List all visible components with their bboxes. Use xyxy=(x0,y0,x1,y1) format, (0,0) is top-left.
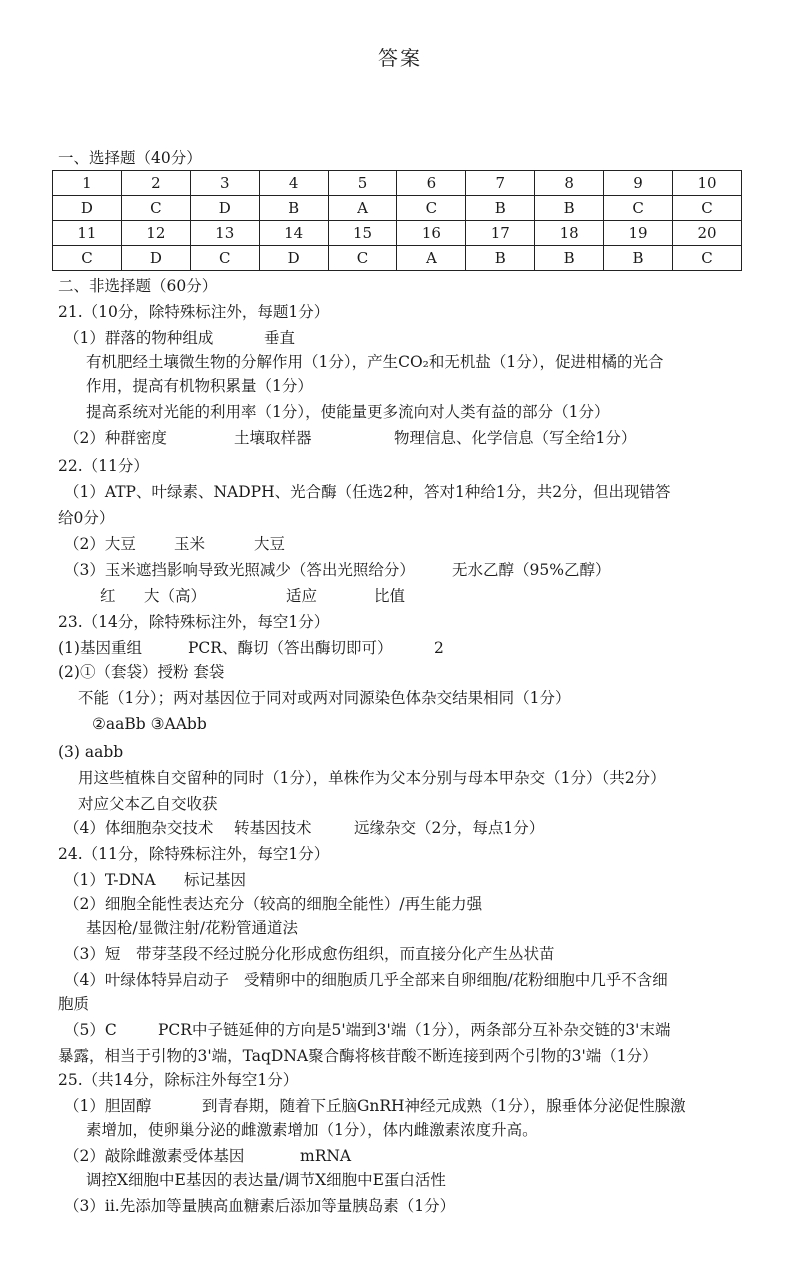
question-number-cell: 7 xyxy=(466,171,535,196)
answer-line: （4）体细胞杂交技术 xyxy=(64,819,214,837)
answer-line: 物理信息、化学信息（写全给1分） xyxy=(394,429,637,447)
answer-line: (2)①（套袋）授粉 套袋 xyxy=(58,663,225,681)
question-number-cell: 11 xyxy=(53,221,122,246)
question-number-cell: 15 xyxy=(328,221,397,246)
question-number-cell: 13 xyxy=(190,221,259,246)
answer-line: 暴露，相当于引物的3'端，TaqDNA聚合酶将核苷酸不断连接到两个引物的3'端（1分） xyxy=(58,1047,658,1065)
answer-line: （4）叶绿体特异启动子 xyxy=(64,971,229,989)
answer-line: mRNA xyxy=(300,1147,352,1165)
answer-cell: C xyxy=(190,246,259,271)
answer-cell: D xyxy=(53,196,122,221)
answer-line: （3）ii.先添加等量胰高血糖素后添加等量胰岛素（1分） xyxy=(64,1197,456,1215)
answer-line: 21.（10分，除特殊标注外，每题1分） xyxy=(58,303,330,321)
answer-line: （1）T-DNA xyxy=(64,871,156,889)
answer-cell: B xyxy=(466,196,535,221)
answer-cell: B xyxy=(535,246,604,271)
answer-cell: D xyxy=(121,246,190,271)
answer-line: 适应 xyxy=(286,587,318,605)
answer-cell: A xyxy=(328,196,397,221)
answer-line: 提高系统对光能的利用率（1分），使能量更多流向对人类有益的部分（1分） xyxy=(86,403,610,421)
question-number-cell: 10 xyxy=(673,171,742,196)
question-number-cell: 17 xyxy=(466,221,535,246)
answer-line: 24.（11分，除特殊标注外，每空1分） xyxy=(58,845,330,863)
question-number-cell: 18 xyxy=(535,221,604,246)
answer-line: 大（高） xyxy=(144,587,207,605)
answer-line: （1）胆固醇 xyxy=(64,1097,152,1115)
question-number-cell: 8 xyxy=(535,171,604,196)
answer-line: 玉米 xyxy=(174,535,206,553)
answer-line: （2）敲除雌激素受体基因 xyxy=(64,1147,245,1165)
answer-line: （1）群落的物种组成 xyxy=(64,329,214,347)
table-row xyxy=(53,246,742,271)
answer-line: 基因枪/显微注射/花粉管通道法 xyxy=(86,919,298,937)
answer-line: 25.（共14分，除标注外每空1分） xyxy=(58,1071,299,1089)
question-number-cell: 9 xyxy=(604,171,673,196)
answer-line: 远缘杂交（2分，每点1分） xyxy=(354,819,545,837)
answer-line: （2）细胞全能性表达充分（较高的细胞全能性）/再生能力强 xyxy=(64,895,483,913)
answer-line: 二、非选择题（60分） xyxy=(58,277,218,295)
table-row xyxy=(53,171,742,196)
answer-line: 23.（14分，除特殊标注外，每空1分） xyxy=(58,613,330,631)
question-number-cell: 4 xyxy=(259,171,328,196)
answer-line: 22.（11分） xyxy=(58,457,149,475)
answer-line: 转基因技术 xyxy=(234,819,312,837)
question-number-cell: 12 xyxy=(121,221,190,246)
answer-line: 对应父本乙自交收获 xyxy=(78,795,218,813)
answer-table xyxy=(52,170,742,271)
answer-line: ②aaBb ③AAbb xyxy=(92,715,207,733)
answer-cell: B xyxy=(604,246,673,271)
question-number-cell: 6 xyxy=(397,171,466,196)
answer-line: 素增加，使卵巢分泌的雌激素增加（1分），体内雌激素浓度升高。 xyxy=(86,1121,538,1139)
answer-cell: C xyxy=(53,246,122,271)
answer-line: 用这些植株自交留种的同时（1分），单株作为父本分别与母本甲杂交（1分）（共2分） xyxy=(78,769,666,787)
answer-line: (3) aabb xyxy=(58,743,124,761)
answer-cell: B xyxy=(259,196,328,221)
answer-line: 大豆 xyxy=(254,535,286,553)
answer-line: （1）ATP、叶绿素、NADPH、光合酶（任选2种，答对1种给1分，共2分，但出现错答 xyxy=(64,483,671,501)
answer-line: 胞质 xyxy=(58,995,90,1013)
answer-cell: C xyxy=(121,196,190,221)
answer-cell: D xyxy=(259,246,328,271)
answer-line: PCR、酶切（答出酶切即可） xyxy=(188,639,393,657)
question-number-cell: 1 xyxy=(53,171,122,196)
answer-line: 土壤取样器 xyxy=(234,429,312,447)
answer-cell: B xyxy=(535,196,604,221)
question-number-cell: 5 xyxy=(328,171,397,196)
answer-cell: C xyxy=(673,196,742,221)
answer-line: 到青春期，随着下丘脑GnRH神经元成熟（1分），腺垂体分泌促性腺激 xyxy=(202,1097,686,1115)
section1-heading: 一、选择题（40分） xyxy=(58,149,202,167)
answer-cell: A xyxy=(397,246,466,271)
answer-line: 调控X细胞中E基因的表达量/调节X细胞中E蛋白活性 xyxy=(86,1171,446,1189)
answer-line: 受精卵中的细胞质几乎全部来自卵细胞/花粉细胞中几乎不含细 xyxy=(244,971,668,989)
answer-line: （3）玉米遮挡影响导致光照减少（答出光照给分） xyxy=(64,561,415,579)
question-number-cell: 2 xyxy=(121,171,190,196)
answer-line: 带芽茎段不经过脱分化形成愈伤组织，而直接分化产生丛状苗 xyxy=(136,945,555,963)
question-number-cell: 14 xyxy=(259,221,328,246)
answer-cell: B xyxy=(466,246,535,271)
answer-line: 垂直 xyxy=(264,329,296,347)
answer-line: （5）C xyxy=(64,1021,117,1039)
answer-line: （3）短 xyxy=(64,945,121,963)
answer-line: 给0分） xyxy=(58,509,115,527)
question-number-cell: 3 xyxy=(190,171,259,196)
answer-line: 红 xyxy=(100,587,116,605)
answer-cell: D xyxy=(190,196,259,221)
answer-line: PCR中子链延伸的方向是5'端到3'端（1分），两条部分互补杂交链的3'末端 xyxy=(158,1021,671,1039)
answer-line: 有机肥经土壤微生物的分解作用（1分），产生CO₂和无机盐（1分），促进柑橘的光合 xyxy=(86,353,664,371)
question-number-cell: 19 xyxy=(604,221,673,246)
answer-line: (1)基因重组 xyxy=(58,639,142,657)
answer-line: 不能（1分）；两对基因位于同对或两对同源染色体杂交结果相同（1分） xyxy=(78,689,571,707)
answer-line: 比值 xyxy=(374,587,406,605)
answer-cell: C xyxy=(328,246,397,271)
answer-cell: C xyxy=(673,246,742,271)
answer-line: 标记基因 xyxy=(184,871,247,889)
answer-line: 2 xyxy=(434,639,444,657)
answer-line: 无水乙醇（95%乙醇） xyxy=(452,561,611,579)
table-row xyxy=(53,221,742,246)
answer-cell: C xyxy=(397,196,466,221)
page-title: 答案 xyxy=(378,46,422,70)
question-number-cell: 16 xyxy=(397,221,466,246)
question-number-cell: 20 xyxy=(673,221,742,246)
table-row xyxy=(53,196,742,221)
answer-line: 作用，提高有机物积累量（1分） xyxy=(86,377,313,395)
answer-cell: C xyxy=(604,196,673,221)
answer-line: （2）大豆 xyxy=(64,535,136,553)
answer-line: （2）种群密度 xyxy=(64,429,167,447)
